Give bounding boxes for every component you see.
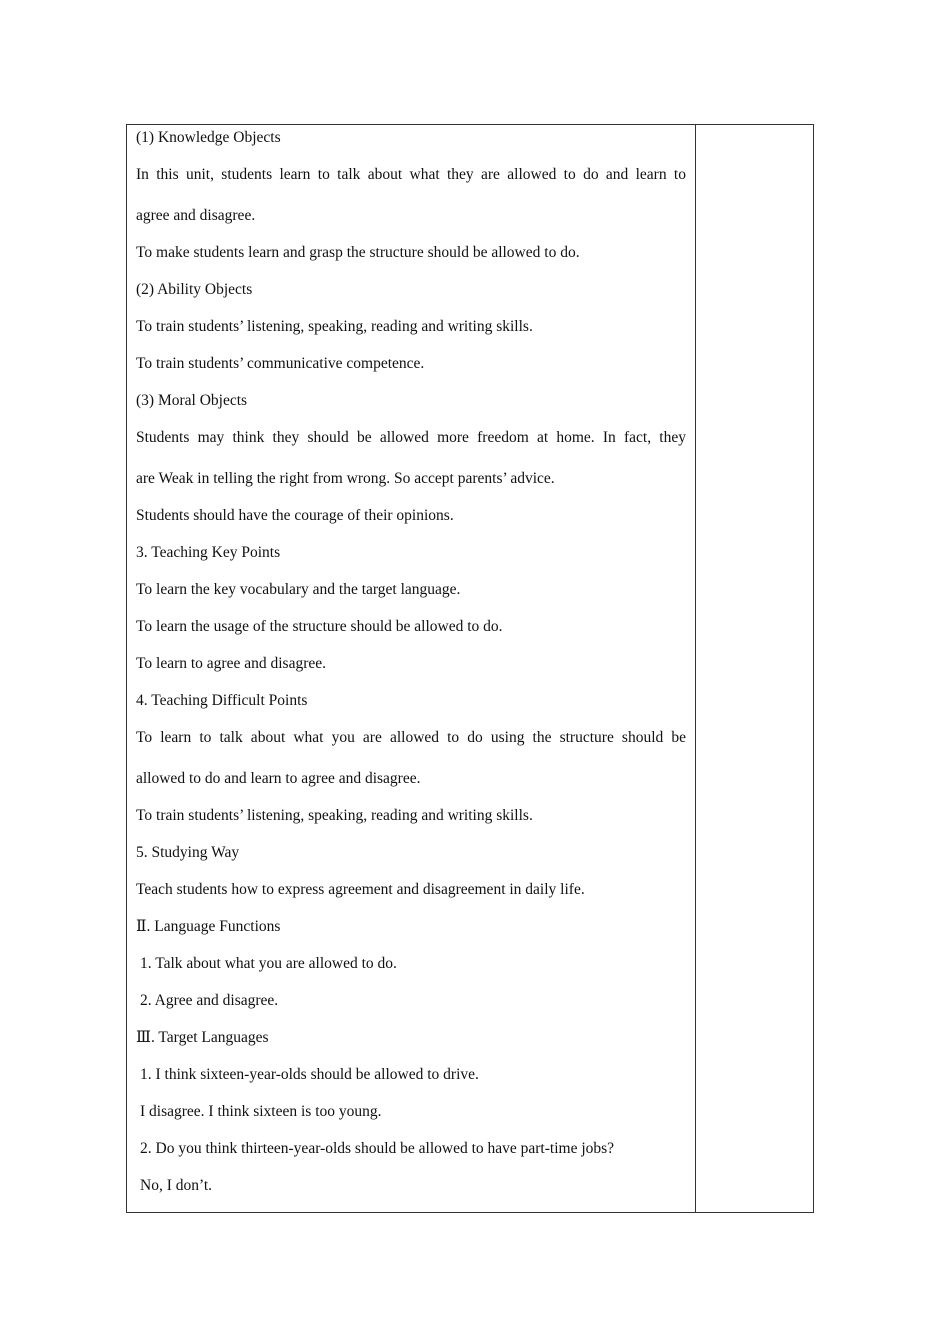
heading-key-points: 3. Teaching Key Points <box>136 544 281 561</box>
paragraph-line: allowed to do and learn to agree and disagree. <box>136 770 421 787</box>
paragraph-line: To learn the usage of the structure should be allowed to do. <box>136 618 503 635</box>
paragraph-line: To make students learn and grasp the structure should be allowed to do. <box>136 244 580 261</box>
list-item: 1. I think sixteen-year-olds should be allowed to drive. <box>140 1066 479 1083</box>
paragraph-line: In this unit, students learn to talk about what they are allowed to do and learn to <box>136 166 686 183</box>
notes-cell <box>696 125 813 1212</box>
paragraph-line: To train students’ listening, speaking, reading and writing skills. <box>136 807 533 824</box>
paragraph-line: Students should have the courage of their opinions. <box>136 507 454 524</box>
list-item: 2. Do you think thirteen-year-olds should be allowed to have part-time jobs? <box>140 1140 615 1157</box>
list-item: 1. Talk about what you are allowed to do. <box>140 955 397 972</box>
list-item: I disagree. I think sixteen is too young. <box>140 1103 382 1120</box>
heading-knowledge-objects: (1) Knowledge Objects <box>136 129 281 146</box>
heading-studying-way: 5. Studying Way <box>136 844 240 861</box>
paragraph-line: To learn to agree and disagree. <box>136 655 326 672</box>
paragraph-line: Students may think they should be allowed more freedom at home. In fact, they <box>136 429 686 446</box>
lesson-plan-table <box>126 124 814 1213</box>
paragraph-line: Teach students how to express agreement and disagreement in daily life. <box>136 881 585 898</box>
content-cell <box>127 125 695 1212</box>
paragraph-line: To train students’ communicative competence. <box>136 355 425 372</box>
heading-difficult-points: 4. Teaching Difficult Points <box>136 692 308 709</box>
paragraph-line: To learn the key vocabulary and the target language. <box>136 581 461 598</box>
paragraph-line: agree and disagree. <box>136 207 256 224</box>
heading-target-languages: Ⅲ. Target Languages <box>136 1029 269 1046</box>
paragraph-line: are Weak in telling the right from wrong. So accept parents’ advice. <box>136 470 555 487</box>
paragraph-line: To learn to talk about what you are allowed to do using the structure should be <box>136 729 686 746</box>
heading-language-functions: Ⅱ. Language Functions <box>136 918 281 935</box>
list-item: 2. Agree and disagree. <box>140 992 279 1009</box>
paragraph-line: To train students’ listening, speaking, reading and writing skills. <box>136 318 533 335</box>
heading-moral-objects: (3) Moral Objects <box>136 392 248 409</box>
heading-ability-objects: (2) Ability Objects <box>136 281 253 298</box>
list-item: No, I don’t. <box>140 1177 213 1194</box>
